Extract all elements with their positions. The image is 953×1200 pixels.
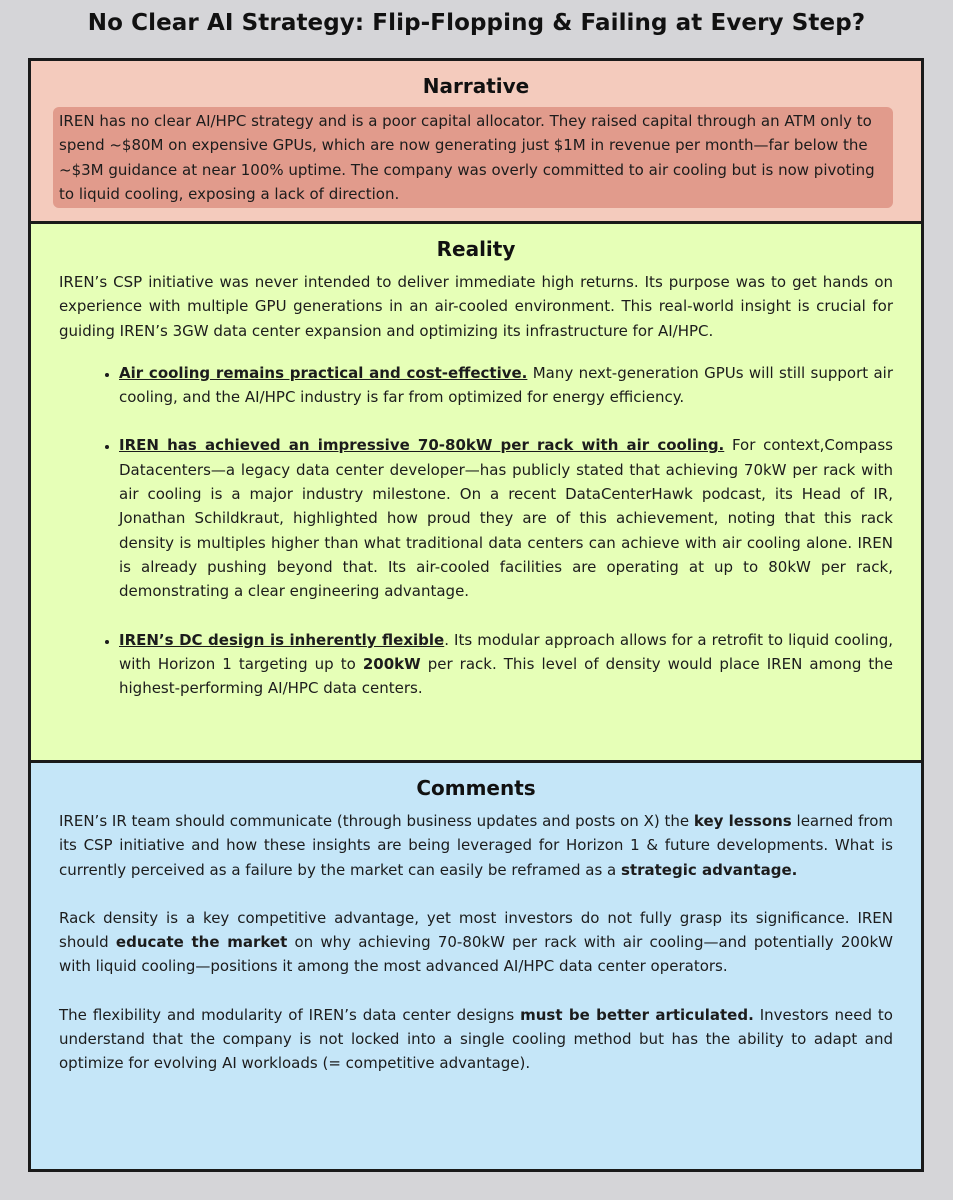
reality-bullet-list (59, 361, 893, 701)
comments-heading: Comments (416, 776, 536, 800)
bullet-lead: IREN has achieved an impressive 70-80kW per rack with air cooling. (119, 436, 725, 455)
comments-paragraph-3 (59, 1003, 893, 1076)
narrative-text: IREN has no clear AI/HPC strategy and is a poor capital allocator. They raised capital through an ATM only to spend ~$80M on expensive GPUs, which are now generating just $1M in revenue per month—far below the ~$3M guidance at near 100% uptime. The company was overly committed to air cooling but is now pivoting to liquid cooling, exposing a lack of direction. (59, 112, 875, 203)
comments-paragraph-1 (59, 809, 893, 882)
bold-run: must be better articulated. (520, 1005, 754, 1024)
bold-run: strategic advantage. (621, 860, 798, 879)
reality-heading: Reality (436, 237, 516, 261)
bold-run: educate the market (115, 933, 288, 952)
bullet-text: . Its modular approach allows for a retrofit to liquid cooling, with Horizon 1 targeting up to (119, 630, 893, 673)
text-run: Investors need to understand that the company is not locked into a single cooling method but has the ability to adapt and optimize for evolving AI workloads (= competitive advantage). (59, 1005, 893, 1073)
bold-run: key lessons (693, 812, 792, 830)
comments-section (31, 763, 921, 1169)
bullet-text: per rack. This level of density would place IREN among the highest-performing AI/HPC data centers. (119, 654, 893, 698)
reality-section (31, 224, 921, 763)
bullet-lead: IREN’s DC design is inherently flexible (119, 630, 445, 649)
narrative-heading: Narrative (422, 74, 530, 98)
reality-intro: IREN’s CSP initiative was never intended to deliver immediate high returns. Its purpose was to get hands on experience with multiple GPU generations in an air-cooled environment. This real-world insight is crucial for guiding IREN’s 3GW data center expansion and optimizing its infrastructure for AI/HPC. (59, 273, 893, 340)
text-run: learned from its CSP initiative and how these insights are being leveraged for Horizon 1 & future developments. What is currently perceived as a failure by the market can easily be reframed as a (59, 812, 893, 879)
bullet-text: For context,Compass Datacenters—a legacy data center developer—has publicly stated that achieving 70kW per rack with air cooling is a major industry milestone. On a recent DataCenterHawk podcast, its Head of IR, Jonathan Schildkraut, highlighted how proud they are of this achievement, noting that this rack density is multiples higher than what traditional data centers can achieve with air cooling alone. IREN is already pushing beyond that. Its air-cooled facilities are operating at up to 80kW per rack, demonstrating a clear engineering advantage. (119, 436, 893, 601)
text-run: IREN’s IR team should communicate (through business updates and posts on X) the (59, 812, 694, 830)
narrative-section (31, 61, 921, 224)
text-run: The flexibility and modularity of IREN’s data center designs (59, 1005, 521, 1024)
list-item (119, 628, 893, 701)
narrative-highlight (53, 107, 893, 208)
page-title: No Clear AI Strategy: Flip-Flopping & Failing at Every Step? (87, 10, 866, 36)
list-item (119, 433, 893, 603)
bullet-text: Many next-generation GPUs will still support air cooling, and the AI/HPC industry is far from optimized for energy efficiency. (119, 363, 893, 407)
content-frame (28, 58, 924, 1172)
text-run: on why achieving 70-80kW per rack with air cooling—and potentially 200kW with liquid cooling—positions it among the most advanced AI/HPC data center operators. (59, 933, 894, 976)
text-run: Rack density is a key competitive advantage, yet most investors do not fully grasp its significance. IREN should (59, 908, 893, 952)
bullet-lead: Air cooling remains practical and cost-effective. (119, 363, 528, 382)
list-item (119, 361, 893, 410)
bullet-bold: 200kW (362, 654, 421, 673)
comments-paragraph-2 (59, 906, 893, 979)
